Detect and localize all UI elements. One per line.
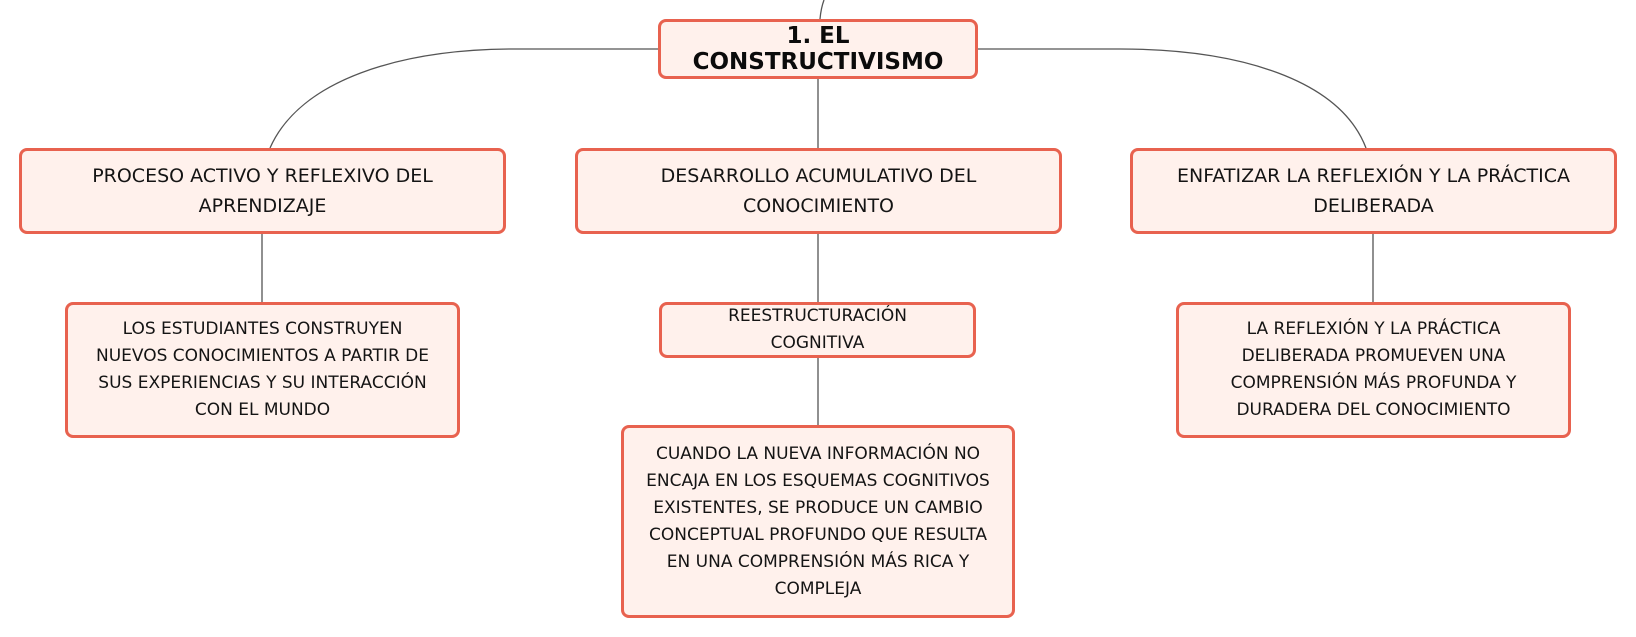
topic-desarrollo-acumulativo[interactable] <box>575 148 1062 234</box>
subtopic-estudiantes-construyen[interactable] <box>65 302 460 438</box>
subtopic-reestructuracion-cognitiva[interactable] <box>659 302 976 358</box>
subtopic-label: LA REFLEXIÓN Y LA PRÁCTICA DELIBERADA PROMUEVEN UNA COMPRENSIÓN MÁS PROFUNDA Y DURADERA DEL CONOCIMIENTO <box>1230 319 1517 420</box>
root-topic[interactable] <box>658 19 978 79</box>
connector-root-to-proceso <box>270 49 658 148</box>
subtopic-label: LOS ESTUDIANTES CONSTRUYEN NUEVOS CONOCIMIENTOS A PARTIR DE SUS EXPERIENCIAS Y SU INTERACCIÓN CON EL MUNDO <box>96 319 429 420</box>
topic-enfatizar-reflexion[interactable] <box>1130 148 1617 234</box>
topic-label: ENFATIZAR LA REFLEXIÓN Y LA PRÁCTICA DELIBERADA <box>1177 165 1570 217</box>
topic-label: DESARROLLO ACUMULATIVO DEL CONOCIMIENTO <box>660 165 977 217</box>
topic-label: PROCESO ACTIVO Y REFLEXIVO DEL APRENDIZAJE <box>92 165 433 217</box>
topic-proceso-activo[interactable] <box>19 148 506 234</box>
connector-parent-to-root <box>820 0 824 19</box>
root-topic-label: 1. EL CONSTRUCTIVISMO <box>692 23 944 75</box>
connector-root-to-enfatizar <box>978 49 1366 148</box>
subtopic-reflexion-practica[interactable] <box>1176 302 1571 438</box>
subtopic-cambio-conceptual[interactable] <box>621 425 1015 618</box>
subtopic-label: REESTRUCTURACIÓN COGNITIVA <box>728 306 907 353</box>
subtopic-label: CUANDO LA NUEVA INFORMACIÓN NO ENCAJA EN LOS ESQUEMAS COGNITIVOS EXISTENTES, SE PRODUCE UN CAMBIO CONCEPTUAL PROFUNDO QUE RESULTA EN UNA COMPRENSIÓN MÁS RICA Y COMPLEJA <box>646 443 990 599</box>
